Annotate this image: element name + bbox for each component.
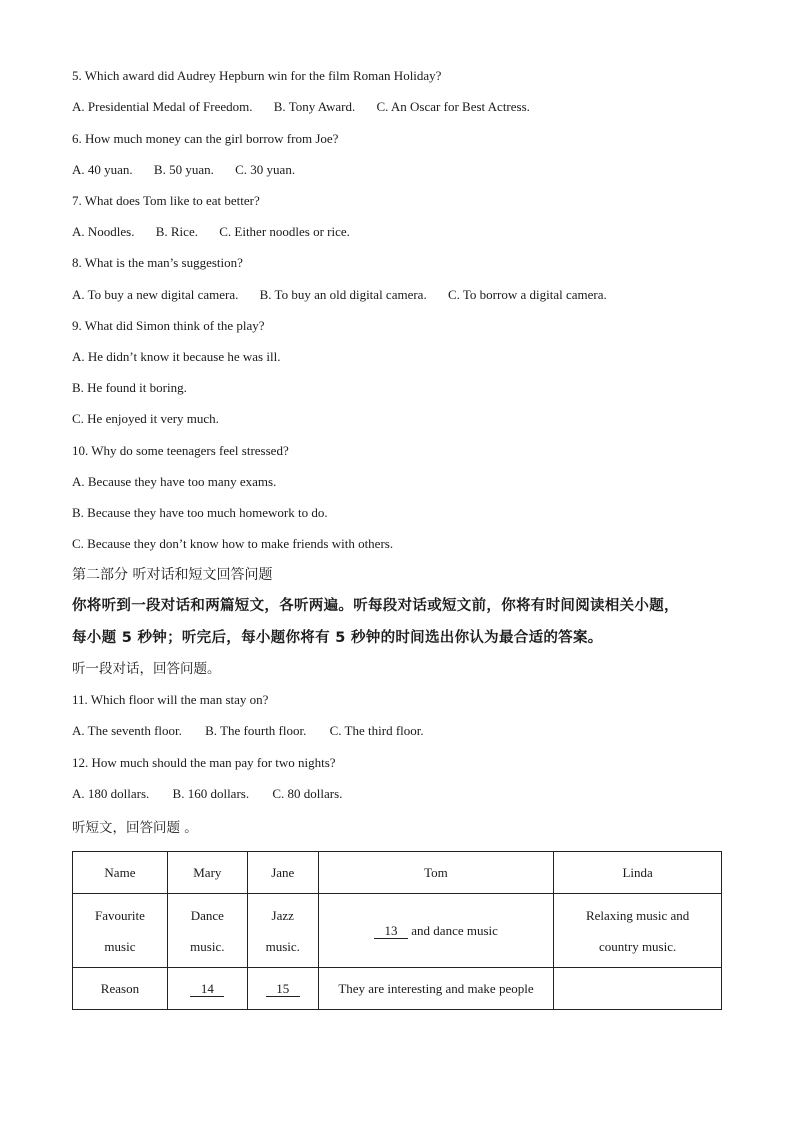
header-jane: Jane [247, 852, 318, 894]
mary-favourite-line-2: music. [190, 938, 225, 954]
question-11-options [72, 723, 424, 739]
mary-favourite-line-1: Dance [190, 907, 224, 923]
q11-option-b: B. The fourth floor. [205, 723, 307, 738]
passage-prompt: 听短文，回答问题 。 [72, 820, 198, 836]
blank-13[interactable]: 13 [374, 924, 408, 939]
q10-option-a: A. Because they have too many exams. [72, 474, 277, 489]
q6-option-b: B. 50 yuan. [153, 162, 214, 177]
table-row-favourite-music [73, 894, 722, 968]
q8-option-c: C. To borrow a digital camera. [447, 287, 607, 302]
q8-option-b: B. To buy an old digital camera. [259, 287, 427, 302]
dialogue-prompt: 听一段对话，回答问题。 [72, 661, 221, 677]
tom-favourite-text: and dance music [411, 923, 498, 938]
question-5-stem: 5. Which award did Audrey Hepburn win for the film Roman Holiday? [72, 68, 442, 83]
header-linda: Linda [554, 852, 722, 894]
header-mary: Mary [167, 852, 247, 894]
q5-option-b: B. Tony Award. [273, 99, 356, 114]
q9-option-a: A. He didn’t know it because he was ill. [72, 349, 281, 364]
jane-favourite-line-1: Jazz [271, 907, 294, 923]
q9-option-b: B. He found it boring. [72, 380, 187, 395]
q10-option-c: C. Because they don’t know how to make friends with others. [72, 536, 394, 551]
question-9-stem: 9. What did Simon think of the play? [72, 318, 265, 333]
favourite-label-line-2: music [104, 938, 136, 954]
q6-option-c: C. 30 yuan. [235, 162, 296, 177]
question-7-options [72, 224, 350, 240]
question-6-stem: 6. How much money can the girl borrow from Joe? [72, 131, 339, 146]
q12-option-b: B. 160 dollars. [172, 786, 250, 801]
question-12-stem: 12. How much should the man pay for two nights? [72, 755, 336, 770]
cell-linda-favourite [554, 894, 722, 968]
q9-option-c: C. He enjoyed it very much. [72, 411, 219, 426]
cell-tom-reason: They are interesting and make people [318, 968, 554, 1010]
cell-jane-favourite [247, 894, 318, 968]
section-2-title: 第二部分 听对话和短文回答问题 [72, 567, 273, 583]
jane-favourite-line-2: music. [265, 938, 300, 954]
cell-mary-favourite [167, 894, 247, 968]
cell-mary-reason [167, 968, 247, 1010]
question-11-stem: 11. Which floor will the man stay on? [72, 692, 269, 707]
q7-option-c: C. Either noodles or rice. [219, 224, 350, 239]
cell-tom-favourite [318, 894, 554, 968]
linda-favourite-line-1: Relaxing music and [585, 907, 690, 923]
q12-option-c: C. 80 dollars. [272, 786, 343, 801]
blank-14[interactable]: 14 [190, 982, 224, 997]
favourite-label-line-1: Favourite [95, 907, 145, 923]
music-preferences-table [72, 851, 722, 1010]
cell-favourite-label [73, 894, 168, 968]
q7-option-b: B. Rice. [155, 224, 198, 239]
blank-15[interactable]: 15 [266, 982, 300, 997]
q5-option-a: A. Presidential Medal of Freedom. [72, 99, 253, 114]
table-header-row [73, 852, 722, 894]
table-row-reason [73, 968, 722, 1010]
cell-linda-reason [554, 968, 722, 1010]
section-2-instructions-line-1: 你将听到一段对话和两篇短文，各听两遍。听每段对话或短文前，你将有时间阅读相关小题， [72, 598, 679, 614]
q7-option-a: A. Noodles. [72, 224, 135, 239]
question-6-options [72, 162, 295, 178]
question-5-options [72, 99, 530, 115]
cell-jane-reason [247, 968, 318, 1010]
section-2-instructions-line-2: 每小题 5 秒钟；听完后，每小题你将有 5 秒钟的时间选出你认为最合适的答案。 [72, 630, 603, 646]
question-7-stem: 7. What does Tom like to eat better? [72, 193, 260, 208]
q5-option-c: C. An Oscar for Best Actress. [376, 99, 530, 114]
q11-option-c: C. The third floor. [329, 723, 424, 738]
q10-option-b: B. Because they have too much homework to do. [72, 505, 328, 520]
header-name: Name [73, 852, 168, 894]
cell-reason-label: Reason [73, 968, 168, 1010]
question-10-stem: 10. Why do some teenagers feel stressed? [72, 443, 289, 458]
question-8-stem: 8. What is the man’s suggestion? [72, 255, 243, 270]
question-8-options [72, 287, 607, 303]
q12-option-a: A. 180 dollars. [72, 786, 150, 801]
linda-favourite-line-2: country music. [598, 938, 677, 954]
q8-option-a: A. To buy a new digital camera. [72, 287, 239, 302]
question-12-options [72, 786, 342, 802]
q11-option-a: A. The seventh floor. [72, 723, 182, 738]
q6-option-a: A. 40 yuan. [72, 162, 133, 177]
header-tom: Tom [318, 852, 554, 894]
